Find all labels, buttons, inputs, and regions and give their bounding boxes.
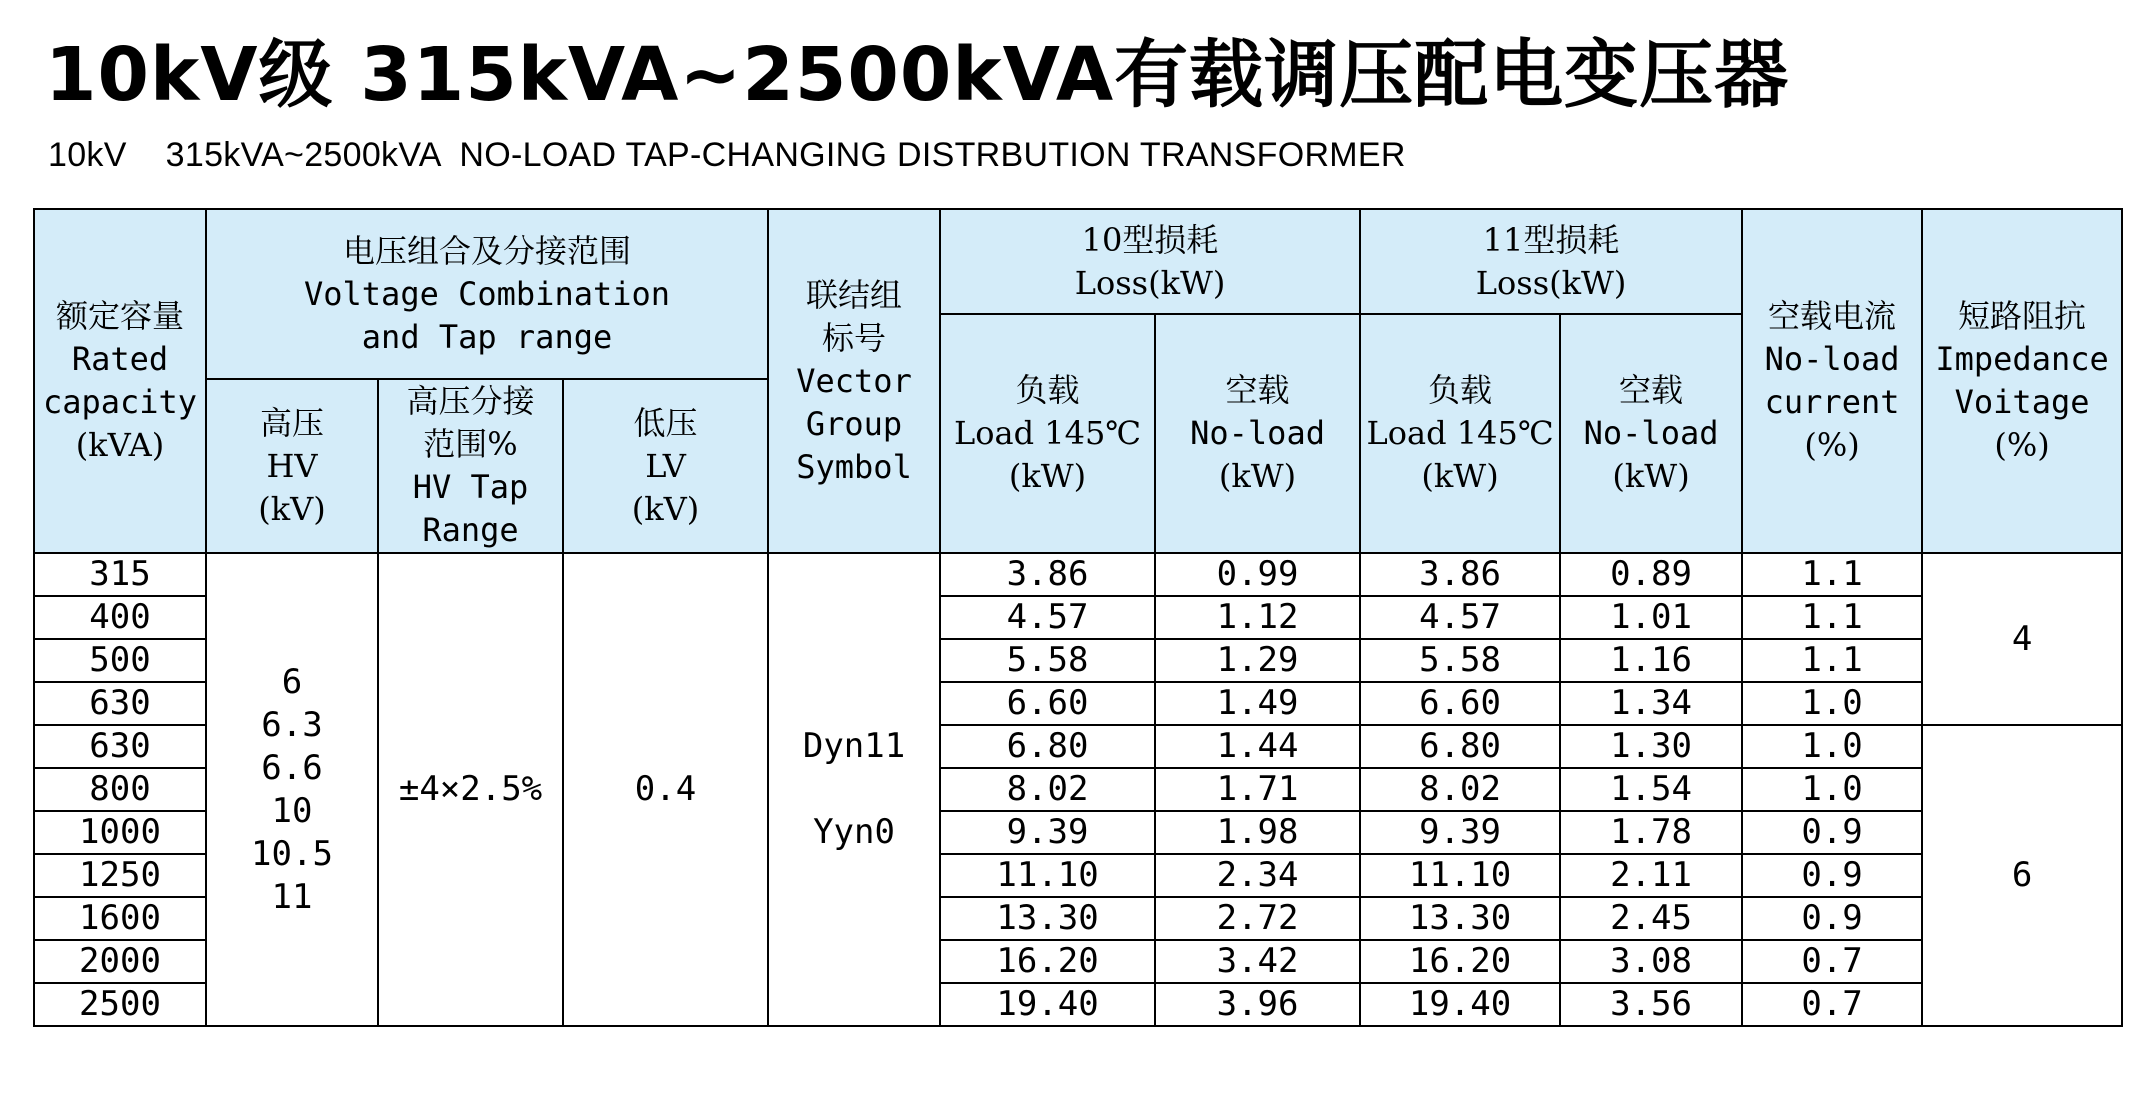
table-header (34, 209, 2122, 553)
load10-cell: 4.57 (940, 596, 1155, 639)
noload11-cell: 1.01 (1560, 596, 1742, 639)
header-impedance: 短路阻抗 Impedance Voitage (%) (1922, 209, 2122, 553)
load11-cell: 4.57 (1360, 596, 1560, 639)
load10-cell: 19.40 (940, 983, 1155, 1026)
table-row (34, 553, 2122, 596)
noload11-cell: 0.89 (1560, 553, 1742, 596)
vector-group-cell: Dyn11 Yyn0 (768, 553, 940, 1026)
noload11-cell: 1.16 (1560, 639, 1742, 682)
load11-cell: 6.60 (1360, 682, 1560, 725)
header-lv: 低压 LV (kV) (563, 379, 768, 553)
load10-cell: 6.80 (940, 725, 1155, 768)
load10-cell: 5.58 (940, 639, 1155, 682)
capacity-cell: 2500 (34, 983, 206, 1026)
noload11-cell: 3.08 (1560, 940, 1742, 983)
load11-cell: 9.39 (1360, 811, 1560, 854)
header-loss-type10: 10型损耗 Loss(kW) (940, 209, 1360, 314)
lv-value-cell: 0.4 (563, 553, 768, 1026)
load11-cell: 3.86 (1360, 553, 1560, 596)
header-noload11: 空载 No-load (kW) (1560, 314, 1742, 553)
capacity-cell: 800 (34, 768, 206, 811)
capacity-cell: 630 (34, 682, 206, 725)
noload10-cell: 3.42 (1155, 940, 1360, 983)
load11-cell: 8.02 (1360, 768, 1560, 811)
noload11-cell: 1.34 (1560, 682, 1742, 725)
capacity-cell: 630 (34, 725, 206, 768)
noload11-cell: 2.11 (1560, 854, 1742, 897)
header-rated-capacity: 额定容量 Rated capacity (kVA) (34, 209, 206, 553)
load11-cell: 16.20 (1360, 940, 1560, 983)
noload11-cell: 1.54 (1560, 768, 1742, 811)
load11-cell: 6.80 (1360, 725, 1560, 768)
load10-cell: 6.60 (940, 682, 1155, 725)
header-load10: 负载 Load 145℃ (kW) (940, 314, 1155, 553)
current-cell: 0.7 (1742, 940, 1922, 983)
load11-cell: 11.10 (1360, 854, 1560, 897)
current-cell: 0.9 (1742, 897, 1922, 940)
noload10-cell: 1.12 (1155, 596, 1360, 639)
header-hv-tap: 高压分接 范围% HV Tap Range (378, 379, 563, 553)
capacity-cell: 1250 (34, 854, 206, 897)
noload11-cell: 1.30 (1560, 725, 1742, 768)
load11-cell: 5.58 (1360, 639, 1560, 682)
spec-table (33, 208, 2123, 1027)
load10-cell: 11.10 (940, 854, 1155, 897)
noload10-cell: 1.49 (1155, 682, 1360, 725)
noload11-cell: 2.45 (1560, 897, 1742, 940)
impedance-cell-group2: 6 (1922, 725, 2122, 1026)
current-cell: 1.0 (1742, 682, 1922, 725)
capacity-cell: 2000 (34, 940, 206, 983)
noload10-cell: 0.99 (1155, 553, 1360, 596)
noload10-cell: 1.98 (1155, 811, 1360, 854)
noload11-cell: 3.56 (1560, 983, 1742, 1026)
capacity-cell: 315 (34, 553, 206, 596)
current-cell: 1.0 (1742, 768, 1922, 811)
load11-cell: 13.30 (1360, 897, 1560, 940)
header-noload10: 空载 No-load (kW) (1155, 314, 1360, 553)
noload11-cell: 1.78 (1560, 811, 1742, 854)
capacity-cell: 400 (34, 596, 206, 639)
capacity-cell: 1600 (34, 897, 206, 940)
header-hv: 高压 HV (kV) (206, 379, 378, 553)
current-cell: 0.9 (1742, 854, 1922, 897)
tap-range-cell: ±4×2.5% (378, 553, 563, 1026)
header-loss-type11: 11型损耗 Loss(kW) (1360, 209, 1742, 314)
current-cell: 1.0 (1742, 725, 1922, 768)
noload10-cell: 2.72 (1155, 897, 1360, 940)
current-cell: 1.1 (1742, 596, 1922, 639)
noload10-cell: 1.71 (1155, 768, 1360, 811)
load10-cell: 9.39 (940, 811, 1155, 854)
current-cell: 0.7 (1742, 983, 1922, 1026)
capacity-cell: 1000 (34, 811, 206, 854)
load10-cell: 3.86 (940, 553, 1155, 596)
current-cell: 0.9 (1742, 811, 1922, 854)
header-vector-group: 联结组 标号 Vector Group Symbol (768, 209, 940, 553)
impedance-cell-group1: 4 (1922, 553, 2122, 725)
load10-cell: 16.20 (940, 940, 1155, 983)
table-body (34, 553, 2122, 1026)
noload10-cell: 2.34 (1155, 854, 1360, 897)
current-cell: 1.1 (1742, 553, 1922, 596)
noload10-cell: 1.44 (1155, 725, 1360, 768)
noload10-cell: 3.96 (1155, 983, 1360, 1026)
header-noload-current: 空载电流 No-load current (%) (1742, 209, 1922, 553)
current-cell: 1.1 (1742, 639, 1922, 682)
load10-cell: 13.30 (940, 897, 1155, 940)
header-load11: 负载 Load 145℃ (kW) (1360, 314, 1560, 553)
page-subtitle: 10kV 315kVA~2500kVA NO-LOAD TAP-CHANGING DISTRBUTION TRANSFORMER (48, 136, 1406, 174)
load11-cell: 19.40 (1360, 983, 1560, 1026)
capacity-cell: 500 (34, 639, 206, 682)
load10-cell: 8.02 (940, 768, 1155, 811)
header-voltage-combination: 电压组合及分接范围 Voltage Combination and Tap range (206, 209, 768, 379)
page-title: 10kV级 315kVA~2500kVA有载调压配电变压器 (45, 32, 1790, 118)
noload10-cell: 1.29 (1155, 639, 1360, 682)
hv-values-cell: 6 6.3 6.6 10 10.5 11 (206, 553, 378, 1026)
